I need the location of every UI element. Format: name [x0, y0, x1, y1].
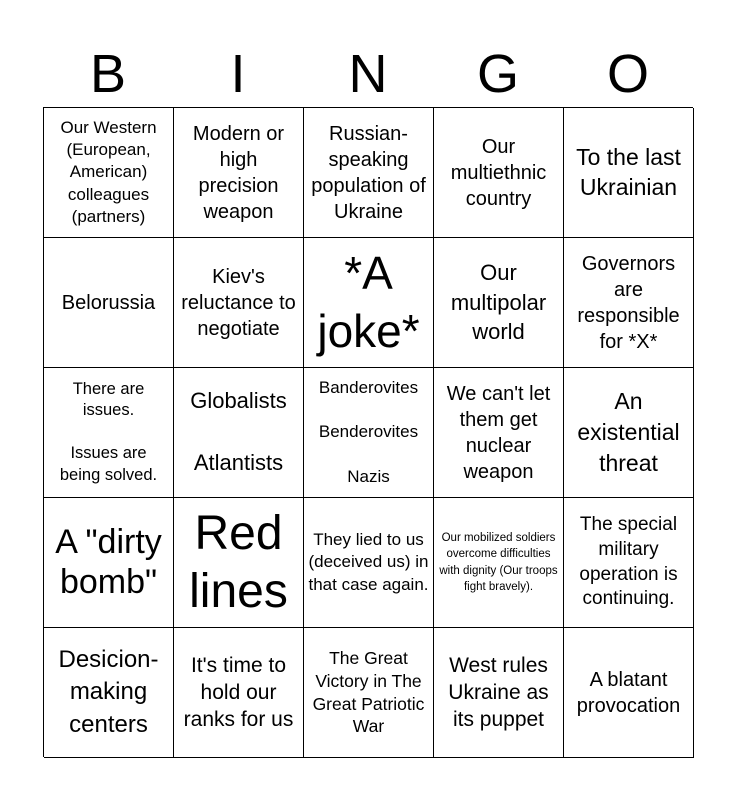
bingo-cell-r3c1[interactable]: [44, 368, 174, 498]
header-letter-o: O: [606, 44, 649, 104]
bingo-cell-r4c2[interactable]: [174, 498, 304, 628]
cell-text: Red lines: [189, 506, 288, 618]
cell-text: A "dirty bomb": [55, 523, 162, 601]
header-letter-i: I: [230, 44, 246, 104]
cell-text: West rules Ukraine as its puppet: [448, 653, 549, 732]
bingo-cell-r1c4[interactable]: [434, 108, 564, 238]
bingo-cell-r3c3[interactable]: [304, 368, 434, 498]
header-letter-n: N: [348, 44, 388, 104]
cell-text: Globalists Atlantists: [190, 388, 287, 475]
cell-text: They lied to us (deceived us) in that case again.: [308, 530, 429, 594]
cell-text: It's time to hold our ranks for us: [183, 653, 294, 732]
bingo-cell-r5c5[interactable]: [564, 628, 694, 758]
cell-text: To the last Ukrainian: [576, 143, 681, 200]
bingo-cell-r4c4[interactable]: [434, 498, 564, 628]
bingo-cell-r5c4[interactable]: [434, 628, 564, 758]
bingo-cell-r5c3[interactable]: [304, 628, 434, 758]
cell-text: Desicion-making centers: [58, 645, 159, 738]
bingo-cell-r2c1[interactable]: [44, 238, 174, 368]
cell-text: An existential threat: [577, 387, 680, 477]
cell-text: Belorussia: [61, 291, 156, 314]
bingo-cell-r4c1[interactable]: [44, 498, 174, 628]
cell-text: Modern or high precision weapon: [192, 122, 285, 223]
bingo-cell-r4c5[interactable]: [564, 498, 694, 628]
bingo-cell-r1c3[interactable]: [304, 108, 434, 238]
cell-text: The special military operation is continuing.: [579, 514, 678, 610]
cell-text: Our multiethnic country: [450, 135, 547, 210]
bingo-cell-r2c4[interactable]: [434, 238, 564, 368]
bingo-cell-r1c1[interactable]: [44, 108, 174, 238]
cell-text: A blatant provocation: [576, 668, 681, 717]
bingo-cell-r3c4[interactable]: [434, 368, 564, 498]
bingo-cell-r5c1[interactable]: [44, 628, 174, 758]
cell-text: Our mobilized soldiers overcome difficulties with dignity (Our troops fight bravely).: [439, 532, 558, 593]
bingo-cell-r3c2[interactable]: [174, 368, 304, 498]
cell-text: We can't let them get nuclear weapon: [446, 382, 551, 483]
bingo-cell-r3c5[interactable]: [564, 368, 694, 498]
cell-text: Kiev's reluctance to negotiate: [181, 265, 296, 340]
header-letter-b: B: [89, 44, 127, 104]
cell-text: Our Western (European, American) colleagues (partners): [60, 118, 157, 226]
cell-text: Banderovites Benderovites Nazis: [318, 378, 419, 486]
bingo-header: [43, 40, 693, 108]
header-letter-g: G: [476, 44, 519, 104]
bingo-board: [43, 107, 693, 757]
cell-text: The Great Victory in The Great Patriotic War: [312, 648, 425, 737]
bingo-cell-r5c2[interactable]: [174, 628, 304, 758]
cell-text: Governors are responsible for *X*: [577, 252, 680, 353]
cell-text: *A joke*: [317, 247, 420, 357]
bingo-cell-r2c5[interactable]: [564, 238, 694, 368]
cell-text: There are issues. Issues are being solved.: [59, 379, 158, 484]
cell-text: Russian-speaking population of Ukraine: [311, 122, 426, 223]
cell-text: Our multipolar world: [450, 259, 547, 345]
bingo-cell-r1c2[interactable]: [174, 108, 304, 238]
bingo-cell-r2c3[interactable]: [304, 238, 434, 368]
bingo-cell-r2c2[interactable]: [174, 238, 304, 368]
bingo-cell-r4c3[interactable]: [304, 498, 434, 628]
bingo-cell-r1c5[interactable]: [564, 108, 694, 238]
